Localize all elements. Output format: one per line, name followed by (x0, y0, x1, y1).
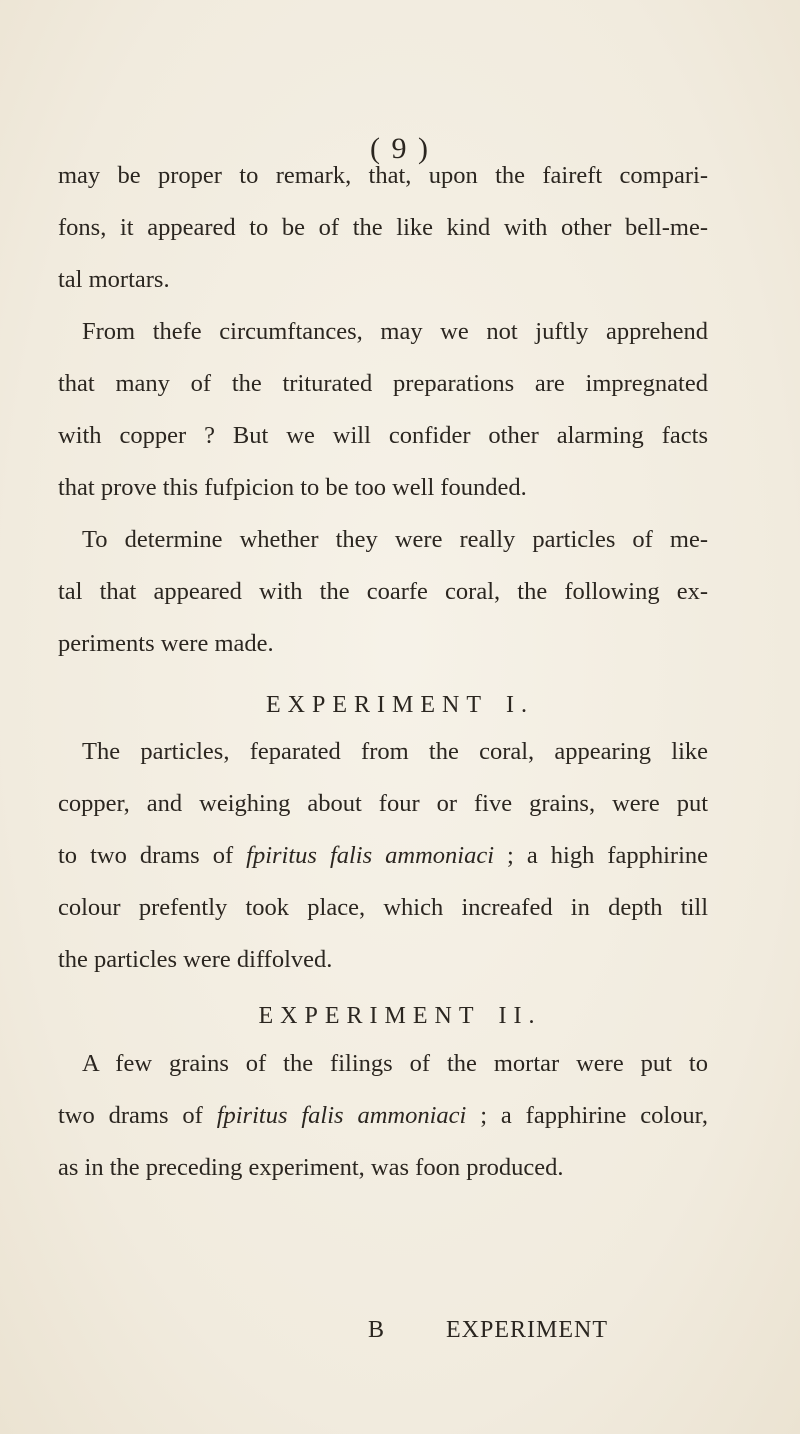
text-line: may be proper to remark, that, upon the faireft compari- (58, 162, 708, 189)
experiment-2-text (58, 1038, 708, 1194)
text-line: that prove this fufpicion to be too well founded. (58, 474, 527, 501)
text-line (58, 830, 708, 882)
experiment-1-heading (0, 692, 800, 719)
text-segment: two drams of (58, 1102, 217, 1129)
text-line: fons, it appeared to be of the like kind with other bell-me- (58, 214, 708, 241)
paragraph-3 (58, 514, 708, 670)
text-line: colour prefently took place, which increafed in depth till (58, 894, 708, 921)
text-line: A few grains of the filings of the mortar were put to (82, 1050, 708, 1077)
latin-term: fpiritus falis ammoniaci (216, 1102, 467, 1129)
page-number: ( 9 ) (370, 132, 430, 165)
text-line: To determine whether they were really particles of me- (82, 526, 708, 553)
signature-mark: B (368, 1317, 385, 1343)
text-line: that many of the triturated preparations are impregnated (58, 370, 708, 397)
text-line: The particles, feparated from the coral, appearing like (82, 738, 708, 765)
text-line: with copper ? But we will confider other alarming facts (58, 422, 708, 449)
heading-number: II. (498, 1003, 542, 1029)
page-footer (0, 1317, 800, 1357)
experiment-1-text (58, 726, 708, 986)
text-line (58, 1090, 708, 1142)
heading-word: EXPERIMENT (266, 692, 488, 718)
text-line: the particles were diffolved. (58, 946, 333, 973)
text-line: periments were made. (58, 630, 274, 657)
heading-word: EXPERIMENT (258, 1003, 481, 1029)
text-line: copper, and weighing about four or five grains, were put (58, 790, 708, 817)
heading-number: I. (506, 692, 534, 718)
paragraph-1 (58, 150, 708, 306)
text-segment: ; a high fapphirine (494, 842, 709, 869)
text-line: tal mortars. (58, 266, 170, 293)
text-line: tal that appeared with the coarfe coral, the following ex- (58, 578, 708, 605)
catchword: EXPERIMENT (446, 1317, 608, 1343)
text-segment: ; a fapphirine colour, (466, 1102, 708, 1129)
paragraph-2 (58, 306, 708, 514)
latin-term: fpiritus falis ammoniaci (246, 842, 495, 869)
text-line: as in the preceding experiment, was foon produced. (58, 1154, 564, 1181)
experiment-2-heading (0, 1003, 800, 1030)
text-segment: to two drams of (58, 842, 247, 869)
text-line: From thefe circumftances, may we not juftly apprehend (82, 318, 708, 345)
